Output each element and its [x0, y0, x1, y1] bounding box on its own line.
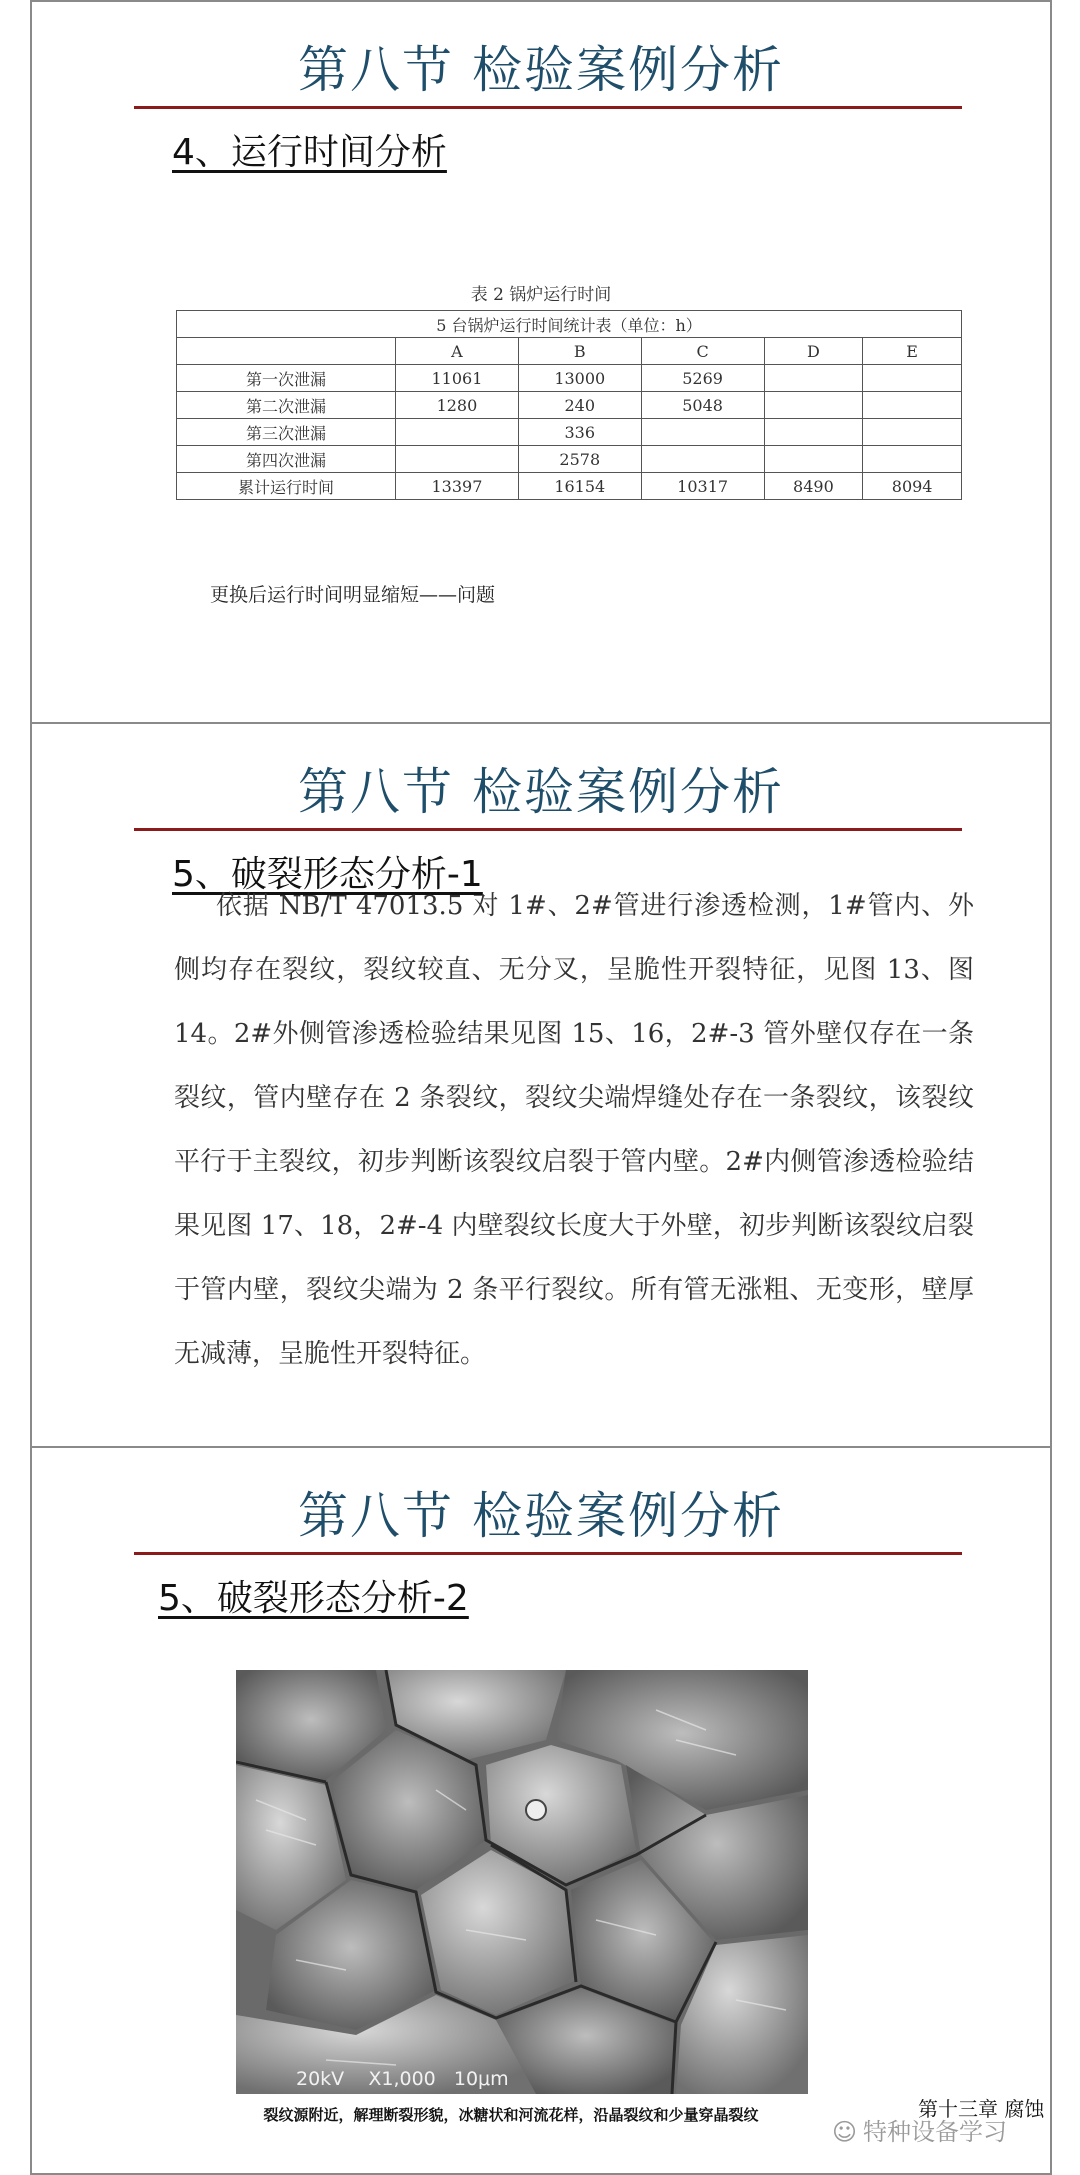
table-cell — [863, 419, 962, 446]
table-cell: 2578 — [518, 446, 641, 473]
row-label: 累计运行时间 — [177, 473, 396, 500]
table-row — [177, 419, 962, 446]
table-cell: 11061 — [396, 365, 519, 392]
section-heading: 4、运行时间分析 — [172, 132, 447, 173]
watermark-text: 特种设备学习 — [863, 2118, 1008, 2146]
title-divider — [134, 106, 962, 109]
table-cell — [641, 446, 764, 473]
row-label: 第一次泄漏 — [177, 365, 396, 392]
runtime-note: 更换后运行时间明显缩短——问题 — [210, 584, 496, 606]
column-header: A — [396, 338, 519, 365]
runtime-table — [176, 310, 962, 500]
fracture-surface-image — [236, 1670, 808, 2094]
table-cell: 8094 — [863, 473, 962, 500]
table-row — [177, 446, 962, 473]
table-cell — [764, 446, 863, 473]
table-cell: 1280 — [396, 392, 519, 419]
table-cell: 336 — [518, 419, 641, 446]
chapter-label: 第十三章 腐蚀 — [918, 2097, 1045, 2121]
slide-title: 第八节 检验案例分析 — [298, 41, 784, 99]
slide-title: 第八节 检验案例分析 — [298, 763, 784, 821]
account-watermark — [832, 2112, 1007, 2147]
table-cell — [863, 365, 962, 392]
row-label: 第二次泄漏 — [177, 392, 396, 419]
row-label: 第三次泄漏 — [177, 419, 396, 446]
table-row — [177, 473, 962, 500]
table-cell — [641, 419, 764, 446]
table-cell: 5269 — [641, 365, 764, 392]
table-cell — [396, 446, 519, 473]
table-header-row — [177, 311, 962, 338]
table-row — [177, 392, 962, 419]
wechat-icon: ☺ — [832, 2118, 858, 2146]
sem-micrograph — [236, 1670, 808, 2094]
column-header: C — [641, 338, 764, 365]
table-cell: 13000 — [518, 365, 641, 392]
title-divider — [134, 1552, 962, 1555]
table-cell — [863, 446, 962, 473]
table-column-row — [177, 338, 962, 365]
table-cell: 8490 — [764, 473, 863, 500]
row-label: 第四次泄漏 — [177, 446, 396, 473]
sem-scale-bar-label: 20kV X1,000 10μm — [296, 2068, 509, 2090]
figure-caption: 裂纹源附近，解理断裂形貌，冰糖状和河流花样，沿晶裂纹和少量穿晶裂纹 — [263, 2106, 759, 2124]
slide-fracture-analysis-1 — [30, 722, 1052, 1448]
table-cell: 16154 — [518, 473, 641, 500]
slide-title: 第八节 检验案例分析 — [298, 1487, 784, 1545]
table-cell — [396, 419, 519, 446]
section-heading: 5、破裂形态分析-2 — [158, 1578, 469, 1619]
table-cell — [764, 365, 863, 392]
table-cell — [764, 392, 863, 419]
table-row — [177, 365, 962, 392]
section-heading: 5、破裂形态分析-1 — [172, 854, 483, 895]
table-cell: 13397 — [396, 473, 519, 500]
slide-runtime-analysis — [30, 0, 1052, 724]
title-divider — [134, 828, 962, 831]
table-corner-cell — [177, 338, 396, 365]
table-cell: 5048 — [641, 392, 764, 419]
inspection-paragraph: 依据 NB/T 47013.5 对 1#、2#管进行渗透检测，1#管内、外侧均存在裂纹，裂纹较直、无分叉，呈脆性开裂特征，见图 13、图 14。2#外侧管渗透检验结果见图 15、16，2#-3 管外壁仅存在一条裂纹，管内壁存在 2 条裂纹，裂纹尖端焊缝处存在一条裂纹，该裂纹平行于主裂纹，初步判断该裂纹启裂于管内壁。2#内侧管渗透检验结果见图 17、18，2#-4 内壁裂纹长度大于外壁，初步判断该裂纹启裂于管内壁，裂纹尖端为 2 条平行裂纹。所有管无涨粗、无变形，壁厚无减薄，呈脆性开裂特征。 — [174, 891, 974, 1369]
column-header: B — [518, 338, 641, 365]
table-caption: 表 2 锅炉运行时间 — [470, 285, 612, 305]
column-header: E — [863, 338, 962, 365]
table-cell — [764, 419, 863, 446]
table-header: 5 台锅炉运行时间统计表（单位：h） — [177, 311, 962, 338]
slide-fracture-analysis-2 — [30, 1446, 1052, 2175]
table-cell — [863, 392, 962, 419]
column-header: D — [764, 338, 863, 365]
table-cell: 10317 — [641, 473, 764, 500]
table-cell: 240 — [518, 392, 641, 419]
